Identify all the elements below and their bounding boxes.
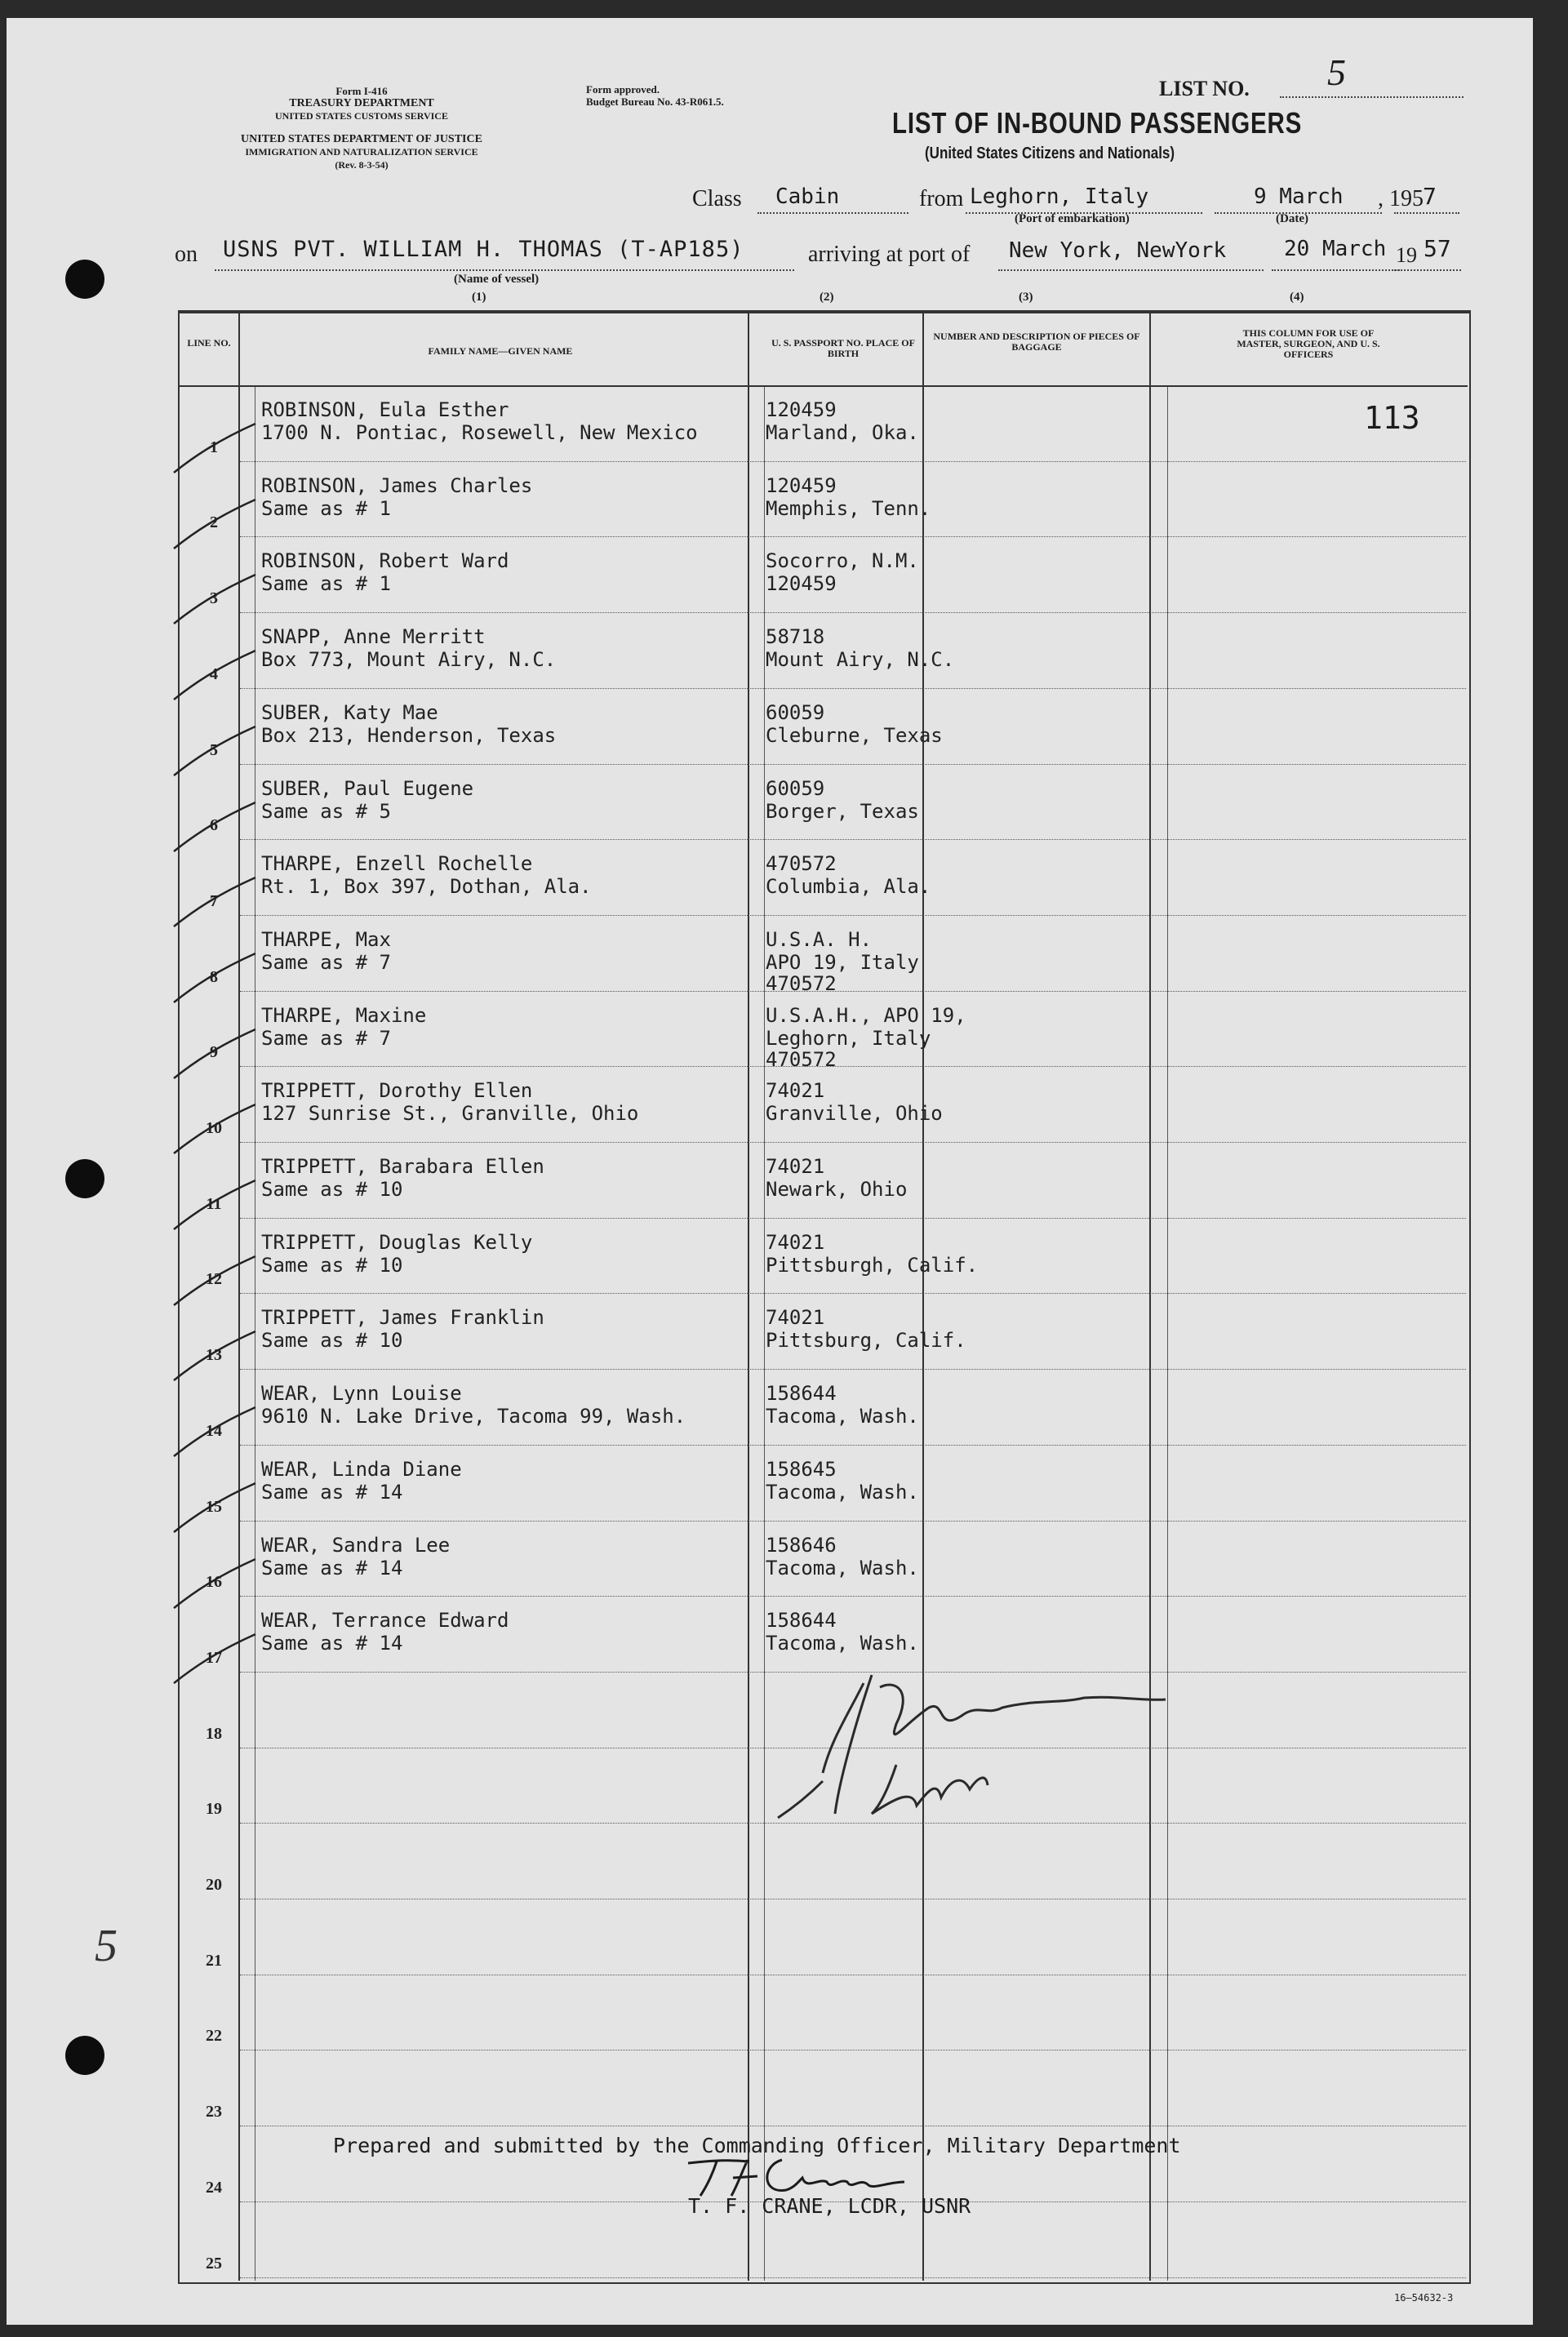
line-number: 13 xyxy=(206,1346,222,1365)
place-of-birth: Newark, Ohio xyxy=(766,1178,908,1201)
row-separator xyxy=(240,536,1466,537)
row-separator xyxy=(240,2277,1466,2278)
check-mark xyxy=(170,1555,260,1612)
passenger-name: TRIPPETT, Douglas Kelly xyxy=(261,1230,533,1254)
punch-hole xyxy=(65,1159,104,1198)
row-separator xyxy=(240,1142,1466,1143)
passport-number: 58718 xyxy=(766,625,825,649)
row-separator xyxy=(240,612,1466,613)
place-of-birth: Marland, Oka. xyxy=(766,421,919,444)
header-baggage: NUMBER AND DESCRIPTION OF PIECES OF BAGGAGE xyxy=(933,331,1140,353)
table-frame xyxy=(178,310,1471,2284)
arrival-year-prefix: 19 xyxy=(1396,243,1417,267)
line-number: 17 xyxy=(206,1648,222,1667)
header-officers: THIS COLUMN FOR USE OF MASTER, SURGEON, AND U. S. OFFICERS xyxy=(1237,327,1380,360)
check-mark xyxy=(170,420,260,477)
passenger-address: Same as # 10 xyxy=(261,1253,403,1277)
form-code: 16—54632-3 xyxy=(1394,2292,1454,2304)
line-number: 9 xyxy=(210,1043,218,1062)
passport-number: 60059 xyxy=(766,776,825,800)
punch-hole xyxy=(65,2036,104,2075)
caption-3: (3) xyxy=(1019,291,1033,304)
row-separator xyxy=(240,1293,1466,1294)
passenger-address: Same as # 14 xyxy=(261,1480,403,1504)
passenger-address: Same as # 14 xyxy=(261,1632,403,1655)
passenger-address: Same as # 14 xyxy=(261,1556,403,1579)
line-number: 2 xyxy=(210,513,218,532)
class-label: Class xyxy=(692,186,742,211)
passport-number: 120459 xyxy=(766,398,837,421)
passport-number: 74021 xyxy=(766,1079,825,1103)
line-number: 3 xyxy=(210,589,218,608)
passport-number: 158645 xyxy=(766,1457,837,1481)
row-separator xyxy=(240,1521,1466,1522)
officer-note: 113 xyxy=(1364,400,1420,436)
passenger-address: 127 Sunrise St., Granville, Ohio xyxy=(261,1102,639,1126)
from-value: Leghorn, Italy xyxy=(970,184,1149,209)
place-of-birth: Mount Airy, N.C. xyxy=(766,648,955,672)
check-mark xyxy=(170,1100,260,1157)
passenger-address: Same as # 5 xyxy=(261,799,391,823)
arrival-date: 20 March xyxy=(1284,237,1387,261)
check-mark xyxy=(170,1025,260,1082)
margin-mark: 5 xyxy=(95,1921,118,1971)
place-of-birth: Leghorn, Italy xyxy=(766,1026,931,1050)
customs-service: UNITED STATES CUSTOMS SERVICE xyxy=(275,110,448,122)
passenger-name: TRIPPETT, Barabara Ellen xyxy=(261,1155,544,1178)
port-caption: (Port of embarkation) xyxy=(1015,212,1130,225)
row-separator xyxy=(240,764,1466,765)
check-mark xyxy=(170,1176,260,1233)
passport-number: U.S.A. H. xyxy=(766,927,873,951)
on-label: on xyxy=(175,242,198,267)
check-mark xyxy=(170,1479,260,1536)
passenger-name: WEAR, Sandra Lee xyxy=(261,1533,451,1557)
place-of-birth: Tacoma, Wash. xyxy=(766,1556,919,1579)
line-number: 10 xyxy=(206,1119,222,1137)
line-number: 15 xyxy=(206,1497,222,1516)
line-number: 23 xyxy=(206,2103,222,2122)
form-subtitle: (United States Citizens and Nationals) xyxy=(925,144,1175,162)
passenger-name: THARPE, Maxine xyxy=(261,1003,427,1027)
place-of-birth: 120459 xyxy=(766,572,837,596)
line-number: 25 xyxy=(206,2254,222,2273)
place-of-birth: Columbia, Ala. xyxy=(766,875,931,899)
check-mark xyxy=(170,949,260,1006)
line-number: 6 xyxy=(210,816,218,835)
passenger-name: ROBINSON, James Charles xyxy=(261,473,533,497)
passenger-name: WEAR, Linda Diane xyxy=(261,1457,462,1481)
passport-number: 60059 xyxy=(766,700,825,724)
row-separator xyxy=(240,1369,1466,1370)
passport-number: 120459 xyxy=(766,473,837,497)
place-of-birth: Borger, Texas xyxy=(766,799,919,823)
passport-number: U.S.A.H., APO 19, xyxy=(766,1003,966,1027)
line-number: 4 xyxy=(210,664,218,683)
list-no-underline xyxy=(1280,96,1464,98)
line-number: 24 xyxy=(206,2178,222,2197)
passenger-address: Same as # 7 xyxy=(261,1026,391,1050)
inspector-signature xyxy=(774,1659,1247,1830)
passenger-name: WEAR, Terrance Edward xyxy=(261,1609,509,1633)
passenger-address: Same as # 10 xyxy=(261,1178,403,1201)
passenger-name: ROBINSON, Robert Ward xyxy=(261,549,509,573)
list-no-value: 5 xyxy=(1327,51,1346,93)
row-separator xyxy=(240,688,1466,689)
ins-service: IMMIGRATION AND NATURALIZATION SERVICE xyxy=(245,146,478,158)
header-name: FAMILY NAME—GIVEN NAME xyxy=(428,345,573,357)
arrival-port: New York, NewYork xyxy=(1009,238,1227,263)
vessel-caption: (Name of vessel) xyxy=(454,273,540,286)
row-separator xyxy=(240,839,1466,840)
vessel-name: USNS PVT. WILLIAM H. THOMAS (T-AP185) xyxy=(223,237,744,262)
passport-number: 158646 xyxy=(766,1533,837,1557)
line-number: 19 xyxy=(206,1800,222,1819)
place-of-birth: Tacoma, Wash. xyxy=(766,1632,919,1655)
passenger-name: SUBER, Katy Mae xyxy=(261,700,438,724)
passport-number: 158644 xyxy=(766,1609,837,1633)
line-number: 1 xyxy=(210,438,218,456)
document-page xyxy=(7,18,1533,2325)
check-mark xyxy=(170,798,260,855)
check-mark xyxy=(170,1252,260,1309)
departure-year-suffix: 7 xyxy=(1423,183,1437,210)
class-value: Cabin xyxy=(775,184,840,209)
check-mark xyxy=(170,1630,260,1687)
check-mark xyxy=(170,1403,260,1460)
departure-year-prefix: , 195 xyxy=(1378,186,1424,211)
passport-number: 158644 xyxy=(766,1382,837,1406)
line-number: 11 xyxy=(206,1194,222,1213)
form-title: LIST OF IN-BOUND PASSENGERS xyxy=(892,106,1303,140)
passport-number: 470572 xyxy=(766,852,837,876)
date-caption: (Date) xyxy=(1276,212,1308,225)
line-number: 12 xyxy=(206,1270,222,1289)
check-mark xyxy=(170,571,260,628)
passenger-name: THARPE, Max xyxy=(261,927,391,951)
passenger-name: SUBER, Paul Eugene xyxy=(261,776,474,800)
arriving-label: arriving at port of xyxy=(808,242,971,267)
passenger-name: TRIPPETT, James Franklin xyxy=(261,1306,544,1330)
passenger-address: Same as # 7 xyxy=(261,950,391,974)
row-separator xyxy=(240,1066,1466,1067)
departure-date: 9 March xyxy=(1254,184,1344,209)
row-separator xyxy=(240,1218,1466,1219)
passenger-name: WEAR, Lynn Louise xyxy=(261,1382,462,1406)
line-number: 22 xyxy=(206,2027,222,2046)
line-number: 8 xyxy=(210,967,218,986)
place-of-birth: Cleburne, Texas xyxy=(766,723,943,747)
header-line-no: LINE NO. xyxy=(187,337,231,349)
caption-1: (1) xyxy=(472,291,486,304)
line-number: 18 xyxy=(206,1724,222,1743)
arrival-year-suffix: 57 xyxy=(1424,235,1451,262)
place-of-birth: Tacoma, Wash. xyxy=(766,1480,919,1504)
passport-number: 74021 xyxy=(766,1230,825,1254)
row-separator xyxy=(240,1445,1466,1446)
department-of-justice: UNITED STATES DEPARTMENT OF JUSTICE xyxy=(241,133,482,145)
signer-name: T. F. CRANE, LCDR, USNR xyxy=(688,2194,971,2218)
passenger-address: Same as # 1 xyxy=(261,496,391,520)
row-separator xyxy=(240,991,1466,992)
caption-2: (2) xyxy=(820,291,834,304)
from-label: from xyxy=(919,186,964,211)
line-number: 16 xyxy=(206,1573,222,1592)
line-number: 7 xyxy=(210,891,218,910)
row-separator xyxy=(240,915,1466,916)
check-mark xyxy=(170,1327,260,1384)
place-of-birth: Tacoma, Wash. xyxy=(766,1405,919,1428)
passport-number: 74021 xyxy=(766,1155,825,1178)
passenger-address: Box 213, Henderson, Texas xyxy=(261,723,557,747)
passenger-address: 9610 N. Lake Drive, Tacoma 99, Wash. xyxy=(261,1405,686,1428)
form-number: Form I-416 xyxy=(335,85,388,97)
passenger-address: Same as # 1 xyxy=(261,572,391,596)
place-of-birth: Granville, Ohio xyxy=(766,1102,943,1126)
passenger-name: THARPE, Enzell Rochelle xyxy=(261,852,533,876)
row-separator xyxy=(240,461,1466,462)
header-passport: U. S. PASSPORT NO. PLACE OF BIRTH xyxy=(771,337,915,359)
row-separator xyxy=(240,1596,1466,1597)
line-number: 20 xyxy=(206,1876,222,1894)
check-mark xyxy=(170,722,260,780)
punch-hole xyxy=(65,260,104,299)
check-mark xyxy=(170,495,260,553)
passport-extra: 470572 xyxy=(766,1047,837,1071)
passenger-name: ROBINSON, Eula Esther xyxy=(261,398,509,421)
treasury-department: TREASURY DEPARTMENT xyxy=(289,97,434,109)
passenger-name: SNAPP, Anne Merritt xyxy=(261,625,486,649)
passenger-address: Rt. 1, Box 397, Dothan, Ala. xyxy=(261,875,592,899)
passenger-address: Box 773, Mount Airy, N.C. xyxy=(261,648,557,672)
place-of-birth: APO 19, Italy xyxy=(766,950,919,974)
passenger-address: Same as # 10 xyxy=(261,1329,403,1353)
passport-extra: 470572 xyxy=(766,971,837,995)
place-of-birth: Memphis, Tenn. xyxy=(766,496,931,520)
line-number: 14 xyxy=(206,1421,222,1440)
line-number: 5 xyxy=(210,740,218,759)
caption-4: (4) xyxy=(1290,291,1304,304)
place-of-birth: Pittsburg, Calif. xyxy=(766,1329,966,1353)
passenger-name: TRIPPETT, Dorothy Ellen xyxy=(261,1079,533,1103)
list-no-label: LIST NO. xyxy=(1159,77,1250,100)
revision: (Rev. 8-3-54) xyxy=(335,159,389,171)
check-mark xyxy=(170,646,260,704)
budget-bureau: Budget Bureau No. 43-R061.5. xyxy=(586,96,724,108)
check-mark xyxy=(170,873,260,931)
prepared-statement: Prepared and submitted by the Commanding Officer, Military Department xyxy=(333,2134,1181,2157)
form-approved: Form approved. xyxy=(586,83,660,96)
place-of-birth: Pittsburgh, Calif. xyxy=(766,1253,979,1277)
passport-number: Socorro, N.M. xyxy=(766,549,919,573)
line-number: 21 xyxy=(206,1951,222,1970)
passport-number: 74021 xyxy=(766,1306,825,1330)
passenger-address: 1700 N. Pontiac, Rosewell, New Mexico xyxy=(261,421,698,444)
